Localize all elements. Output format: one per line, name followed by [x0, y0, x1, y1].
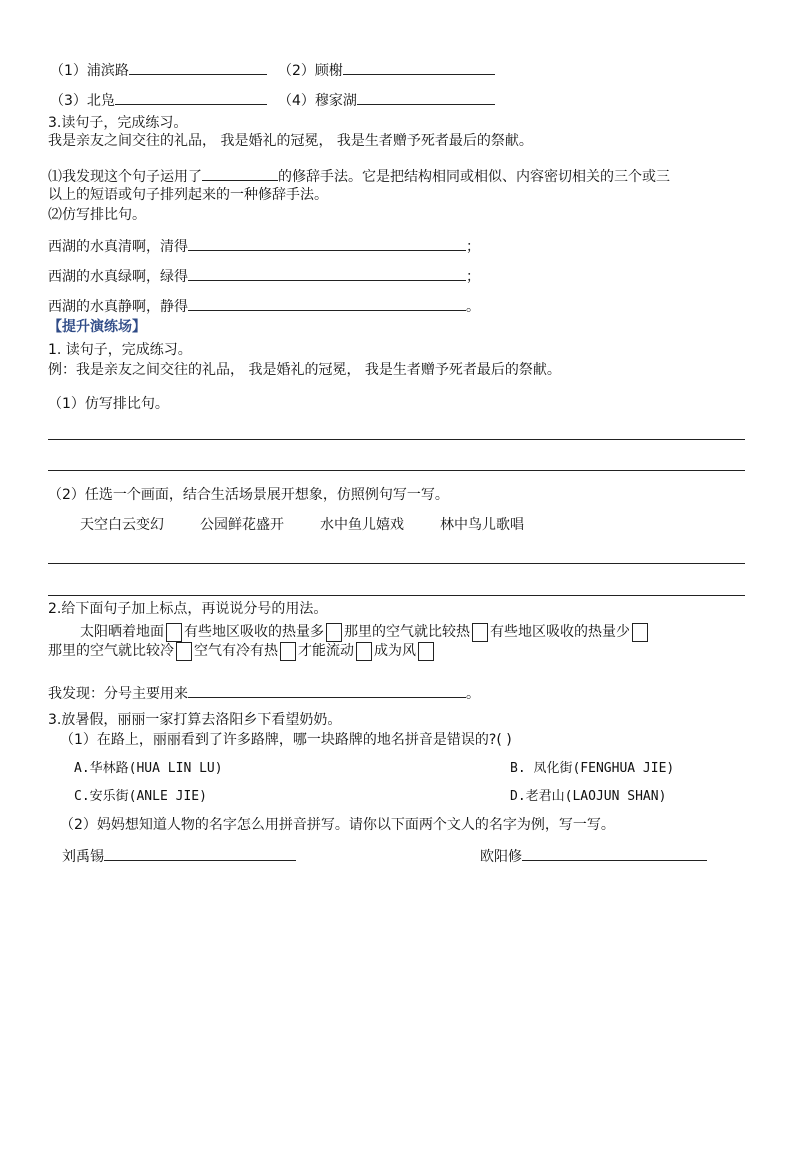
q3-sub2: ⑵仿写排比句。 — [48, 207, 146, 223]
answer-blank[interactable] — [188, 266, 466, 281]
option-b: B. 凤化街(FENGHUA JIE) — [510, 761, 675, 776]
punctuation-box[interactable] — [472, 623, 488, 642]
answer-blank[interactable] — [129, 60, 267, 75]
q3-sentence: 我是亲友之间交往的礼品， 我是婚礼的冠冕， 我是生者赠予死者最后的祭献。 — [48, 133, 533, 149]
punctuation-box[interactable] — [326, 623, 342, 642]
option-a: A.华林路(HUA LIN LU) — [74, 761, 223, 776]
q3-line-2: 西湖的水真绿啊，绿得 ； — [48, 266, 480, 286]
t2-line-2: 那里的空气就比较冷 空气有冷有热 才能流动 成为风 — [48, 640, 436, 662]
t1-title: 1. 读句子，完成练习。 — [48, 342, 192, 358]
scene-2: 公园鲜花盛开 — [200, 517, 284, 533]
answer-blank[interactable] — [115, 90, 267, 105]
place-2: （2）顾榭 — [278, 60, 495, 80]
t2-find: 我发现：分号主要用来 。 — [48, 683, 480, 703]
answer-blank[interactable] — [343, 60, 495, 75]
answer-blank[interactable] — [357, 90, 495, 105]
writing-line[interactable] — [48, 595, 745, 596]
scene-4: 林中鸟儿歌唱 — [440, 517, 524, 533]
t1-sub2: （2）任选一个画面，结合生活场景展开想象，仿照例句写一写。 — [48, 487, 449, 503]
name-2: 欧阳修 — [480, 846, 707, 866]
t3-sub2: （2）妈妈想知道人物的名字怎么用拼音拼写。请你以下面两个文人的名字为例，写一写。 — [60, 817, 615, 833]
t2-title: 2.给下面句子加上标点，再说说分号的用法。 — [48, 601, 328, 617]
pinyin-blank[interactable] — [522, 846, 707, 861]
answer-blank[interactable] — [188, 683, 466, 698]
q3-sub1: ⑴我发现这个句子运用了 的修辞手法。它是把结构相同或相似、内容密切相关的三个或三 — [48, 166, 670, 186]
answer-blank[interactable] — [188, 236, 466, 251]
scene-3: 水中鱼儿嬉戏 — [320, 517, 404, 533]
punctuation-box[interactable] — [418, 642, 434, 661]
q3-line-1: 西湖的水真清啊，清得 ； — [48, 236, 480, 256]
answer-blank[interactable] — [188, 296, 466, 311]
q3-title: 3.读句子，完成练习。 — [48, 115, 188, 131]
punctuation-box[interactable] — [632, 623, 648, 642]
punctuation-box[interactable] — [280, 642, 296, 661]
t2-line-1: 太阳晒着地面 有些地区吸收的热量多 那里的空气就比较热 有些地区吸收的热量少 — [80, 621, 650, 643]
t1-sub1: （1）仿写排比句。 — [48, 396, 169, 412]
punctuation-box[interactable] — [166, 623, 182, 642]
rhetoric-blank[interactable] — [202, 166, 278, 181]
writing-line[interactable] — [48, 470, 745, 471]
place-1: （1）浦滨路 — [50, 60, 267, 80]
option-c: C.安乐街(ANLE JIE) — [74, 789, 207, 804]
t3-sub1: （1）在路上，丽丽看到了许多路牌，哪一块路牌的地名拼音是错误的?( ) — [60, 732, 512, 748]
q3-sub1-cont: 以上的短语或句子排列起来的一种修辞手法。 — [48, 187, 328, 203]
punctuation-box[interactable] — [356, 642, 372, 661]
section-title: 【提升演练场】 — [48, 319, 146, 335]
place-4: （4）穆家湖 — [278, 90, 495, 110]
pinyin-blank[interactable] — [104, 846, 296, 861]
scene-1: 天空白云变幻 — [80, 517, 164, 533]
punctuation-box[interactable] — [176, 642, 192, 661]
t1-example: 例：我是亲友之间交往的礼品， 我是婚礼的冠冕， 我是生者赠予死者最后的祭献。 — [48, 362, 561, 378]
t3-title: 3.放暑假，丽丽一家打算去洛阳乡下看望奶奶。 — [48, 712, 342, 728]
writing-line[interactable] — [48, 563, 745, 564]
option-d: D.老君山(LAOJUN SHAN) — [510, 789, 667, 804]
name-1: 刘禹锡 — [62, 846, 296, 866]
q3-line-3: 西湖的水真静啊，静得 。 — [48, 296, 480, 316]
place-3: （3）北凫 — [50, 90, 267, 110]
writing-line[interactable] — [48, 439, 745, 440]
